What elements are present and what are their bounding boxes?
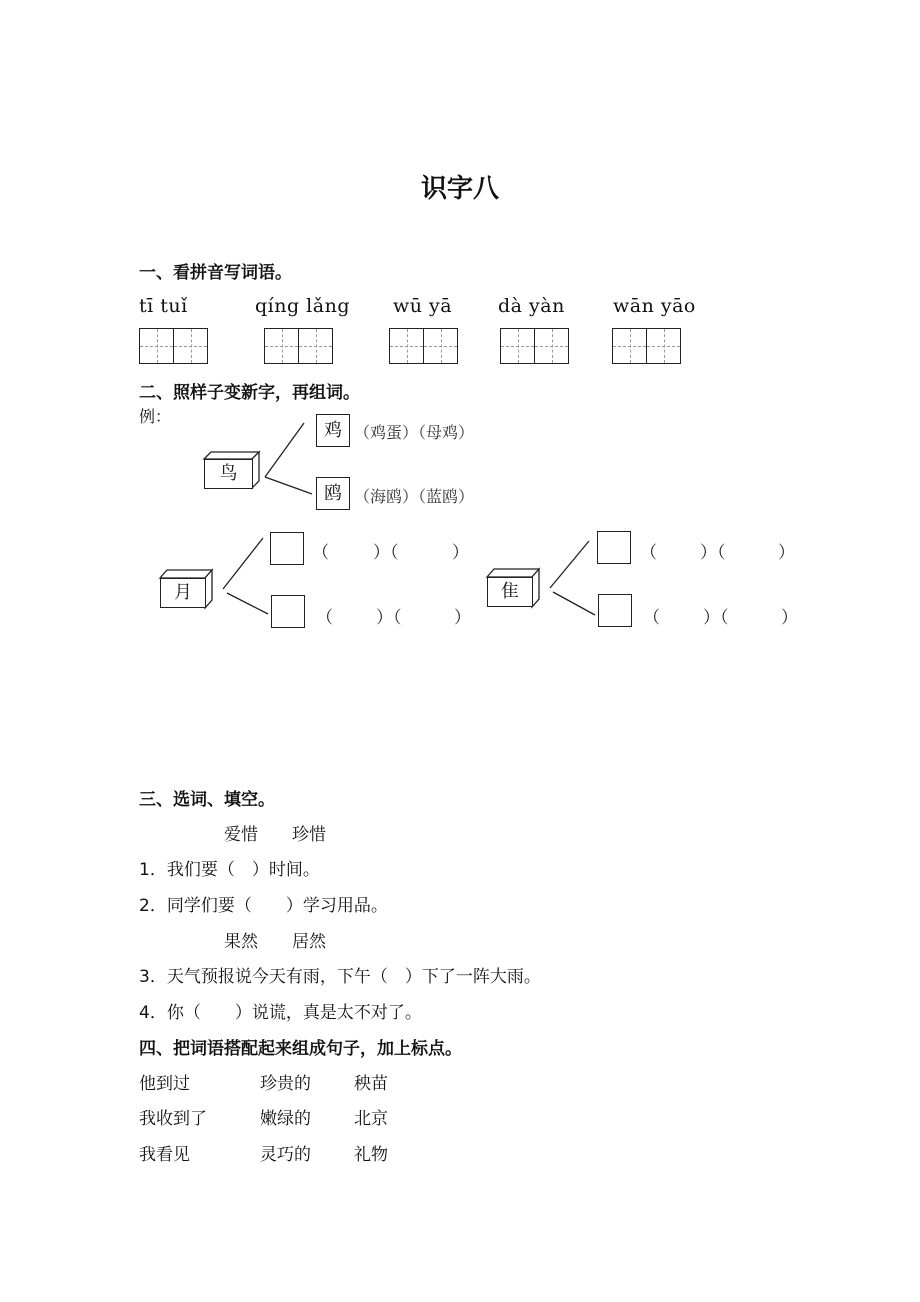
match-col2-row1: 珍贵的 (260, 1074, 311, 1094)
exercise2-paren-open-2: （ (643, 608, 660, 628)
example-label: 例： (139, 407, 172, 426)
match-col2-row2: 嫩绿的 (260, 1109, 311, 1129)
example-branch-char-2: 鸥 (316, 477, 350, 510)
exercise1-answer-box-1[interactable] (270, 532, 304, 565)
word-choices-1: 爱惜 珍惜 (224, 825, 326, 845)
match-col1-row2: 我收到了 (139, 1109, 207, 1129)
question-1: 1．我们要（ ）时间。 (139, 860, 320, 880)
example-branch-char-1: 鸡 (316, 414, 350, 447)
exercise1-paren-mid-1: ）（ (373, 543, 399, 563)
exercise2-answer-box-1[interactable] (597, 531, 631, 564)
example-branch-words-1: （鸡蛋）（母鸡） (354, 423, 475, 442)
exercise2-root-char: 隹 (487, 577, 533, 607)
pinyin-2: qíng lǎng (255, 295, 350, 317)
question-4: 4．你（ ）说谎，真是太不对了。 (139, 1003, 422, 1023)
exercise1-root-char: 月 (160, 578, 206, 608)
section4-heading: 四、把词语搭配起来组成句子，加上标点。 (139, 1039, 462, 1059)
exercise2-paren-open-1: （ (640, 543, 657, 563)
exercise1-answer-box-2[interactable] (271, 595, 305, 628)
exercise2-paren-mid-2: ）（ (703, 608, 729, 628)
example-root-char: 鸟 (204, 459, 253, 489)
section1-heading: 一、看拼音写词语。 (139, 263, 292, 283)
pinyin-4: dà yàn (498, 295, 565, 317)
pinyin-1: tī tuǐ (139, 295, 188, 317)
example-branch-words-2: （海鸥）（蓝鸥） (354, 487, 475, 506)
exercise2-answer-box-2[interactable] (598, 594, 632, 627)
exercise2-paren-mid-1: ）（ (700, 543, 726, 563)
pinyin-5: wān yāo (613, 295, 696, 317)
question-3: 3．天气预报说今天有雨，下午（ ）下了一阵大雨。 (139, 967, 541, 987)
match-col3-row3: 礼物 (354, 1145, 388, 1165)
exercise1-paren-open-2: （ (316, 608, 333, 628)
match-col3-row1: 秧苗 (354, 1074, 388, 1094)
match-col2-row3: 灵巧的 (260, 1145, 311, 1165)
page-title: 识字八 (420, 174, 499, 204)
exercise2-paren-close-1: ） (778, 543, 795, 563)
exercise2-paren-close-2: ） (781, 608, 798, 628)
pinyin-3: wū yā (393, 295, 453, 317)
section2-heading: 二、照样子变新字，再组词。 (139, 383, 360, 403)
exercise1-paren-open-1: （ (312, 543, 329, 563)
exercise1-paren-mid-2: ）（ (376, 608, 402, 628)
match-col1-row1: 他到过 (139, 1074, 190, 1094)
exercise1-paren-close-2: ） (454, 608, 471, 628)
section3-heading: 三、选词、填空。 (139, 790, 275, 810)
question-2: 2．同学们要（ ）学习用品。 (139, 896, 388, 916)
match-col3-row2: 北京 (354, 1109, 388, 1129)
word-choices-2: 果然 居然 (224, 932, 326, 952)
match-col1-row3: 我看见 (139, 1145, 190, 1165)
exercise1-paren-close-1: ） (452, 543, 469, 563)
